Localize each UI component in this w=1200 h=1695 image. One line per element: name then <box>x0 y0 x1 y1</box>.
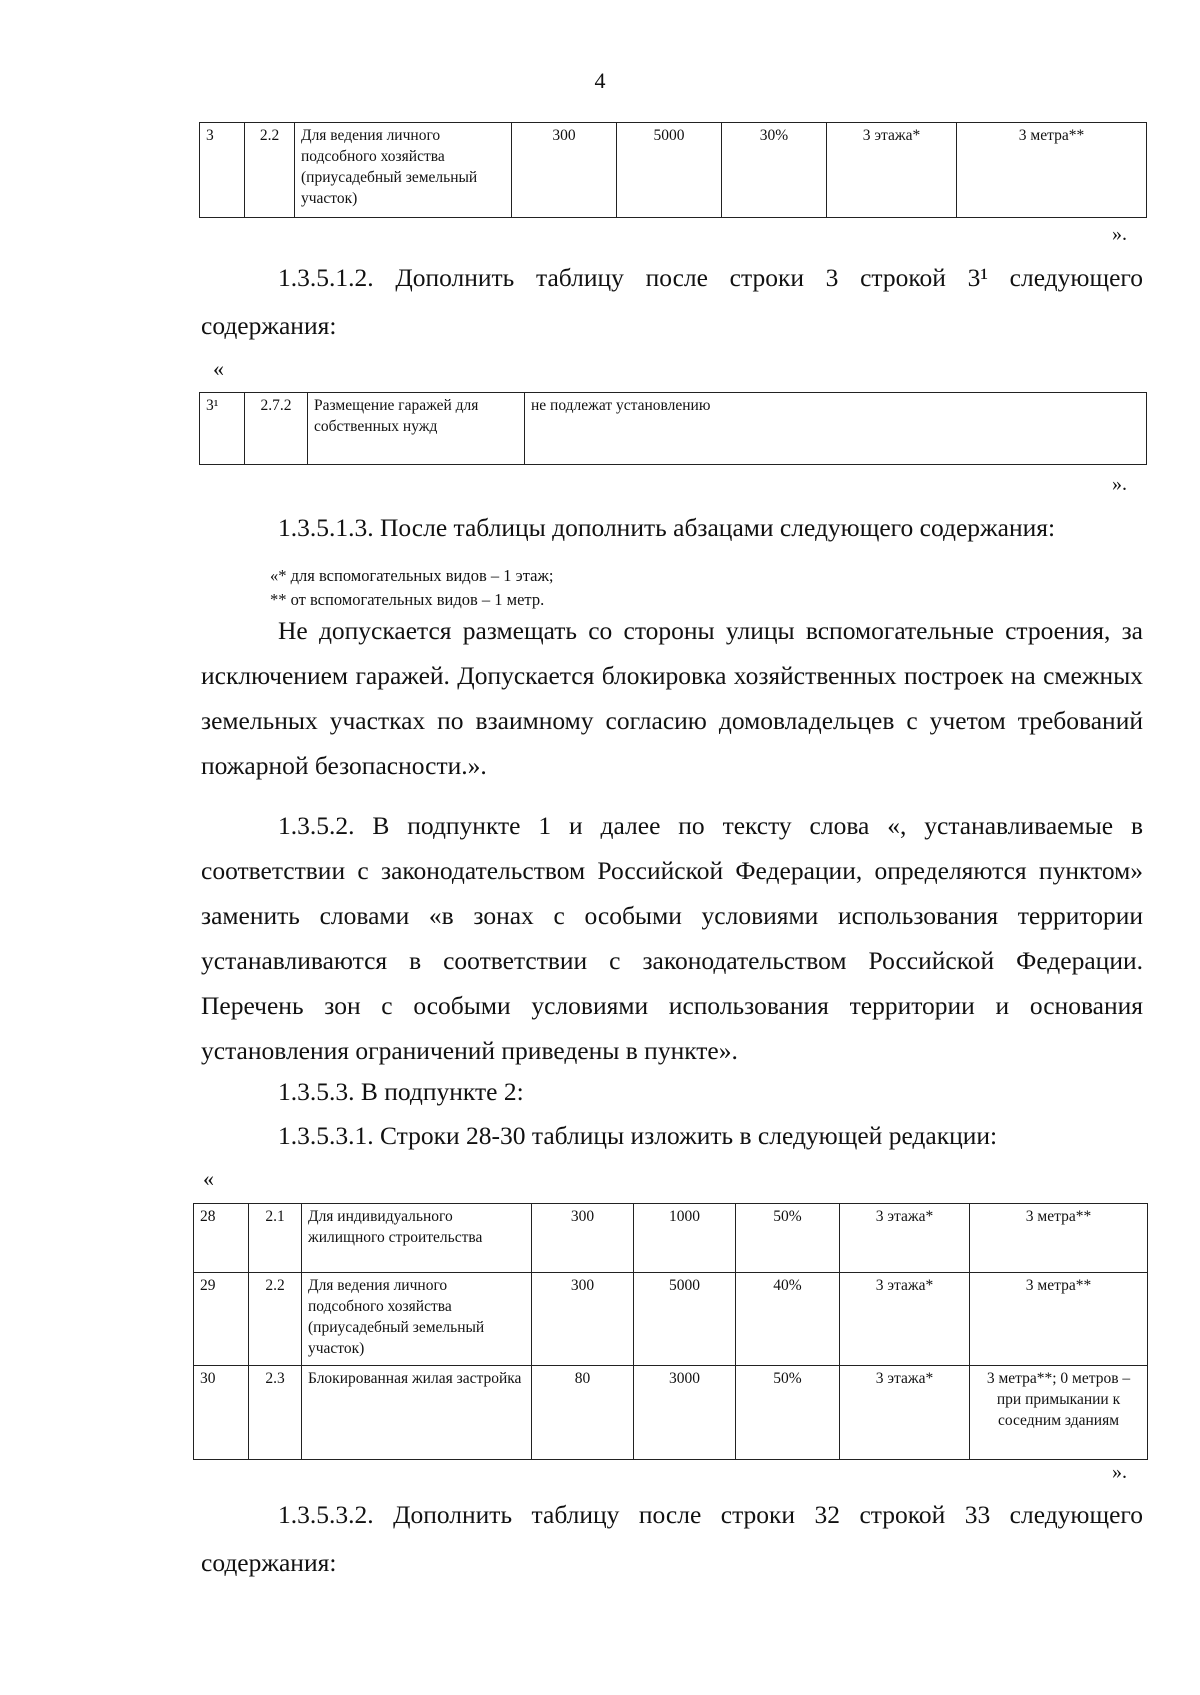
table-cell: Для ведения личного подсобного хозяйства (приусадебный земельный участок) <box>302 1273 532 1366</box>
table-cell: 3 этажа* <box>840 1273 970 1366</box>
paragraph <box>201 803 1143 1073</box>
table-row <box>194 1273 1148 1366</box>
table-cell: 3 метра** <box>970 1204 1148 1273</box>
table-cell: 3 метра**; 0 метров – при примыкании к соседним зданиям <box>970 1366 1148 1460</box>
paragraph-line: 1.3.5.3. В подпункте 2: <box>278 1077 524 1106</box>
table-cell: 30% <box>722 123 827 218</box>
table-cell: 2.2 <box>249 1273 302 1366</box>
table-cell: 1000 <box>634 1204 736 1273</box>
paragraph-text: Не допускается размещать со стороны улицы вспомогательные строения, за исключением гаражей. Допускается блокировка хозяйственных построек на смежных земельных участках по взаимному согласию домовладельцев с учетом требований пожарной безопасности.». <box>201 616 1143 780</box>
table-top <box>199 122 1147 218</box>
paragraph-line: 1.3.5.3.1. Строки 28-30 таблицы изложить в следующей редакции: <box>278 1121 998 1150</box>
table-bottom <box>193 1203 1148 1460</box>
table-cell: 3 <box>200 123 245 218</box>
table-row <box>200 123 1147 218</box>
closing-quote: ». <box>1112 1461 1127 1483</box>
footnote-line: ** от вспомогательных видов – 1 метр. <box>270 590 545 609</box>
table-cell: 3 этажа* <box>840 1366 970 1460</box>
table-cell: 300 <box>512 123 617 218</box>
closing-quote: ». <box>1112 473 1127 495</box>
paragraph-line <box>278 263 1143 293</box>
table-cell: 3 этажа* <box>840 1204 970 1273</box>
paragraph-text: 1.3.5.2. В подпункте 1 и далее по тексту слова «, устанавливаемые в соответствии с законодательством Российской Федерации, определяются пунктом» заменить словами «в зонах с особыми условиями использования территории устанавливаются в соответствии с законодательством Российской Федерации. Перечень зон с особыми условиями использования территории и основания установления ограничений приведены в пункте». <box>201 811 1143 1065</box>
table-cell: 2.3 <box>249 1366 302 1460</box>
table-cell: 3 метра** <box>970 1273 1148 1366</box>
paragraph-text: 1.3.5.3.2. Дополнить таблицу после строки 32 строкой 33 следующего <box>278 1500 1143 1529</box>
table-cell: 3 метра** <box>957 123 1147 218</box>
table-cell: 2.7.2 <box>245 393 308 465</box>
table-cell: 300 <box>532 1273 634 1366</box>
table-cell: 3000 <box>634 1366 736 1460</box>
table-cell: Блокированная жилая застройка <box>302 1366 532 1460</box>
opening-quote: « <box>203 1166 214 1191</box>
closing-quote: ». <box>1112 223 1127 245</box>
table-row <box>194 1366 1148 1460</box>
opening-quote: « <box>213 356 224 381</box>
table-cell: 50% <box>736 1366 840 1460</box>
table-cell: 30 <box>194 1366 249 1460</box>
table-cell: Для индивидуального жилищного строительства <box>302 1204 532 1273</box>
table-row <box>194 1204 1148 1273</box>
table-cell: 3 этажа* <box>827 123 957 218</box>
table-cell: Размещение гаражей для собственных нужд <box>308 393 525 465</box>
table-cell: 300 <box>532 1204 634 1273</box>
footnote-line: «* для вспомогательных видов – 1 этаж; <box>270 566 554 585</box>
table-cell: 40% <box>736 1273 840 1366</box>
paragraph-line: содержания: <box>201 311 337 340</box>
page-number: 4 <box>594 68 606 93</box>
paragraph-line: 1.3.5.1.3. После таблицы дополнить абзацами следующего содержания: <box>278 513 1056 542</box>
table-cell: 2.1 <box>249 1204 302 1273</box>
table-cell: 50% <box>736 1204 840 1273</box>
paragraph-text: 1.3.5.1.2. Дополнить таблицу после строки 3 строкой 3¹ следующего <box>278 263 1143 292</box>
table-cell: 28 <box>194 1204 249 1273</box>
paragraph-line <box>278 1500 1143 1530</box>
table-cell: 80 <box>532 1366 634 1460</box>
table-cell: 5000 <box>617 123 722 218</box>
table-cell: не подлежат установлению <box>525 393 1147 465</box>
table-middle <box>199 392 1147 465</box>
paragraph <box>201 608 1143 788</box>
table-cell: Для ведения личного подсобного хозяйства (приусадебный земельный участок) <box>295 123 512 218</box>
table-cell: 29 <box>194 1273 249 1366</box>
paragraph-line: содержания: <box>201 1548 337 1577</box>
table-cell: 2.2 <box>245 123 295 218</box>
table-row <box>200 393 1147 465</box>
table-cell: 5000 <box>634 1273 736 1366</box>
table-cell: 3¹ <box>200 393 245 465</box>
